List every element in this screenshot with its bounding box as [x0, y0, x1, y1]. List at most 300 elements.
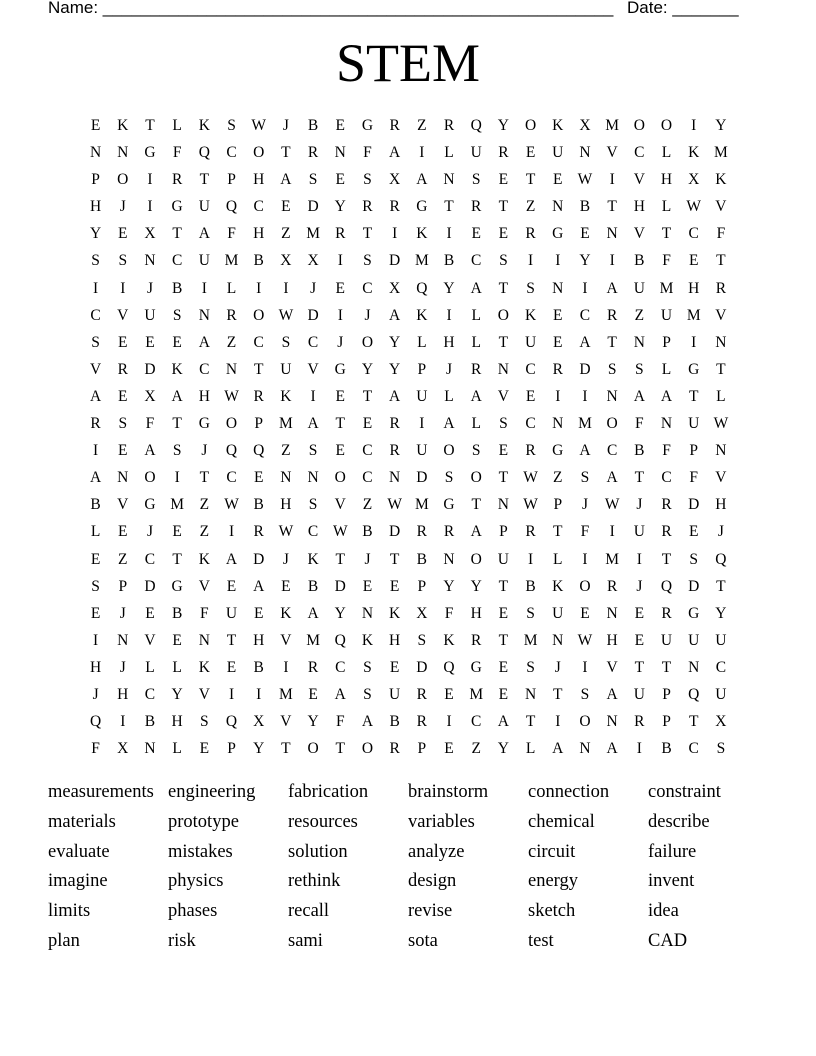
grid-letter: R: [661, 604, 672, 622]
grid-letter: D: [688, 577, 700, 595]
grid-letter: V: [117, 306, 129, 324]
grid-letter: V: [198, 685, 210, 703]
grid-row: [82, 410, 735, 437]
grid-letter: U: [660, 631, 673, 649]
grid-letter: H: [117, 685, 129, 703]
grid-letter: T: [498, 631, 509, 649]
grid-letter: A: [198, 225, 210, 243]
word-bank-item: engineering: [168, 782, 256, 802]
grid-letter: U: [497, 550, 509, 568]
grid-letter: E: [553, 171, 563, 189]
grid-letter: R: [525, 225, 536, 243]
grid-letter: T: [199, 469, 210, 487]
grid-letter: R: [471, 198, 482, 216]
grid-letter: Z: [281, 225, 291, 243]
grid-letter: L: [444, 144, 454, 162]
grid-letter: A: [280, 171, 292, 189]
grid-letter: U: [524, 333, 537, 351]
grid-letter: Z: [553, 469, 563, 487]
grid-letter: Y: [171, 685, 183, 703]
grid-letter: Q: [416, 279, 428, 297]
grid-letter: E: [118, 523, 128, 541]
grid-letter: T: [498, 279, 509, 297]
grid-letter: R: [471, 360, 482, 378]
grid-letter: N: [633, 333, 645, 351]
grid-letter: A: [225, 550, 238, 568]
grid-letter: D: [307, 306, 319, 324]
grid-letter: V: [606, 144, 618, 162]
grid-letter: T: [172, 415, 182, 433]
grid-letter: J: [119, 198, 126, 216]
grid-letter: M: [306, 225, 320, 243]
grid-letter: H: [633, 198, 645, 216]
grid-letter: T: [716, 577, 726, 595]
grid-letter: H: [280, 496, 292, 514]
grid-letter: I: [147, 198, 153, 216]
grid-row: [82, 329, 735, 356]
grid-letter: W: [224, 387, 239, 405]
grid-letter: N: [606, 225, 618, 243]
grid-letter: P: [662, 333, 671, 351]
grid-letter: T: [389, 550, 400, 568]
grid-letter: E: [444, 740, 454, 758]
grid-letter: A: [389, 144, 401, 162]
grid-letter: P: [553, 496, 563, 514]
grid-letter: Y: [334, 604, 346, 622]
grid-letter: S: [363, 685, 372, 703]
grid-letter: N: [497, 360, 509, 378]
grid-letter: G: [552, 225, 564, 243]
grid-letter: E: [444, 685, 454, 703]
grid-letter: P: [118, 577, 128, 595]
grid-row: [82, 708, 735, 735]
grid-letter: A: [606, 469, 618, 487]
grid-letter: E: [172, 631, 182, 649]
grid-letter: N: [117, 144, 129, 162]
grid-letter: T: [661, 225, 672, 243]
grid-letter: W: [577, 631, 593, 649]
grid-letter: E: [172, 333, 182, 351]
grid-letter: M: [523, 631, 538, 649]
grid-row: [82, 573, 735, 600]
grid-letter: R: [661, 523, 672, 541]
grid-letter: H: [688, 279, 700, 297]
grid-letter: O: [443, 442, 455, 460]
grid-letter: L: [444, 387, 454, 405]
grid-letter: P: [227, 171, 236, 189]
grid-letter: E: [498, 658, 509, 676]
word-bank-item: sketch: [528, 901, 576, 922]
grid-letter: U: [633, 279, 645, 297]
grid-letter: Y: [307, 713, 319, 731]
word-bank-item: invent: [648, 871, 695, 892]
grid-letter: I: [609, 523, 615, 541]
grid-letter: I: [283, 279, 289, 297]
grid-letter: E: [145, 333, 155, 351]
grid-letter: A: [307, 604, 319, 622]
grid-letter: Q: [253, 442, 265, 460]
grid-letter: J: [364, 550, 371, 568]
grid-letter: C: [362, 469, 373, 487]
grid-letter: A: [361, 713, 374, 731]
grid-letter: G: [688, 360, 700, 378]
grid-letter: U: [144, 306, 156, 324]
grid-letter: C: [715, 658, 727, 676]
grid-letter: I: [446, 713, 452, 731]
grid-letter: H: [606, 631, 618, 649]
grid-letter: I: [555, 252, 561, 270]
grid-row: [82, 193, 735, 220]
grid-letter: X: [117, 740, 129, 758]
grid-letter: F: [580, 523, 590, 541]
page-title: STEM: [335, 33, 481, 93]
grid-letter: E: [335, 171, 346, 189]
grid-letter: S: [308, 496, 318, 514]
grid-letter: E: [90, 117, 101, 134]
grid-letter: E: [525, 387, 536, 405]
grid-letter: A: [552, 740, 564, 758]
date-field-line: Date: _______: [627, 0, 739, 17]
grid-letter: O: [253, 306, 265, 324]
grid-letter: I: [93, 442, 99, 460]
grid-letter: M: [659, 279, 674, 297]
grid-letter: U: [633, 685, 645, 703]
grid-letter: E: [634, 604, 645, 622]
grid-letter: N: [89, 144, 102, 162]
grid-letter: M: [714, 144, 728, 162]
word-bank-item: design: [408, 871, 457, 892]
grid-letter: T: [335, 740, 346, 758]
grid-letter: O: [307, 740, 319, 758]
grid-letter: E: [498, 685, 509, 703]
grid-letter: J: [717, 523, 724, 541]
grid-letter: T: [498, 469, 509, 487]
grid-letter: V: [497, 387, 509, 405]
grid-letter: G: [144, 144, 156, 162]
grid-letter: Y: [715, 604, 727, 622]
grid-letter: S: [118, 252, 128, 270]
grid-letter: G: [334, 360, 346, 378]
grid-letter: X: [389, 171, 401, 189]
grid-letter: A: [470, 279, 482, 297]
grid-letter: J: [364, 306, 371, 324]
grid-letter: X: [389, 279, 401, 297]
word-bank-item: evaluate: [48, 841, 110, 862]
grid-letter: K: [198, 550, 210, 568]
grid-letter: K: [552, 577, 564, 595]
grid-letter: I: [93, 631, 99, 649]
word-bank-item: connection: [528, 782, 610, 802]
grid-letter: U: [470, 144, 482, 162]
grid-letter: K: [171, 360, 183, 378]
grid-letter: H: [253, 171, 265, 189]
grid-letter: H: [253, 225, 265, 243]
grid-letter: S: [499, 415, 508, 433]
word-bank-item: measurements: [48, 782, 154, 802]
grid-letter: I: [120, 279, 126, 297]
grid-letter: I: [147, 171, 153, 189]
grid-letter: K: [198, 117, 210, 134]
grid-letter: T: [553, 685, 563, 703]
grid-letter: E: [118, 225, 128, 243]
grid-letter: Y: [389, 333, 401, 351]
grid-letter: O: [144, 469, 156, 487]
grid-letter: T: [607, 333, 617, 351]
grid-letter: T: [688, 713, 699, 731]
grid-row: [82, 600, 735, 627]
grid-letter: T: [172, 225, 182, 243]
grid-letter: C: [525, 360, 536, 378]
grid-letter: R: [552, 360, 563, 378]
grid-letter: V: [117, 496, 129, 514]
grid-letter: K: [416, 225, 428, 243]
grid-letter: G: [361, 117, 374, 134]
grid-letter: E: [172, 523, 182, 541]
grid-letter: B: [634, 252, 645, 270]
grid-letter: E: [90, 550, 101, 568]
grid-letter: G: [171, 577, 183, 595]
grid-letter: N: [606, 387, 618, 405]
grid-letter: S: [363, 171, 372, 189]
grid-letter: U: [198, 252, 210, 270]
grid-letter: E: [281, 577, 291, 595]
grid-letter: W: [387, 496, 402, 514]
word-bank-item: physics: [168, 871, 224, 892]
grid-row: [82, 112, 735, 139]
grid-letter: X: [416, 604, 428, 622]
grid-letter: V: [89, 360, 102, 378]
grid-letter: H: [89, 658, 102, 676]
grid-letter: N: [715, 442, 727, 460]
grid-letter: P: [662, 713, 671, 731]
grid-letter: L: [525, 740, 536, 758]
grid-letter: D: [389, 252, 401, 270]
grid-letter: O: [579, 577, 591, 595]
grid-letter: T: [688, 387, 699, 405]
grid-row: [82, 491, 735, 518]
grid-letter: K: [280, 604, 292, 622]
grid-letter: E: [145, 604, 155, 622]
grid-letter: A: [89, 387, 102, 405]
grid-letter: D: [307, 198, 319, 216]
word-bank-item: mistakes: [168, 841, 233, 862]
grid-letter: F: [662, 442, 671, 460]
letter-grid: [82, 112, 735, 762]
grid-letter: M: [414, 496, 429, 514]
grid-letter: I: [228, 523, 235, 541]
grid-letter: B: [362, 523, 373, 541]
grid-letter: V: [280, 713, 292, 731]
grid-letter: E: [688, 252, 699, 270]
grid-letter: T: [199, 171, 210, 189]
grid-letter: F: [444, 604, 454, 622]
grid-letter: J: [446, 360, 453, 378]
grid-letter: E: [335, 442, 346, 460]
grid-letter: S: [499, 252, 508, 270]
grid-letter: N: [579, 144, 591, 162]
grid-letter: R: [335, 225, 346, 243]
grid-letter: K: [307, 550, 319, 568]
grid-letter: T: [281, 144, 291, 162]
grid-letter: R: [634, 713, 645, 731]
grid-letter: E: [634, 631, 645, 649]
grid-letter: I: [228, 685, 235, 703]
grid-letter: O: [497, 306, 509, 324]
grid-letter: A: [334, 685, 346, 703]
grid-letter: W: [604, 496, 620, 514]
grid-letter: T: [362, 225, 373, 243]
grid-letter: K: [198, 658, 210, 676]
grid-letter: M: [279, 415, 293, 433]
grid-letter: T: [281, 740, 291, 758]
grid-letter: C: [144, 685, 156, 703]
grid-letter: A: [633, 387, 645, 405]
word-bank-item: rethink: [288, 871, 341, 892]
grid-letter: J: [554, 658, 561, 676]
grid-letter: M: [279, 685, 293, 703]
grid-letter: E: [580, 604, 590, 622]
grid-letter: P: [254, 415, 264, 433]
grid-letter: S: [580, 469, 590, 487]
grid-letter: N: [334, 144, 346, 162]
grid-letter: T: [253, 360, 264, 378]
grid-letter: B: [253, 252, 264, 270]
grid-letter: S: [281, 333, 291, 351]
grid-letter: E: [253, 469, 264, 487]
grid-letter: X: [579, 117, 591, 134]
grid-letter: T: [498, 577, 509, 595]
grid-letter: J: [636, 496, 643, 514]
grid-letter: X: [280, 252, 292, 270]
grid-letter: B: [579, 198, 591, 216]
grid-row: [82, 627, 735, 654]
grid-letter: R: [389, 740, 400, 758]
word-bank-item: plan: [48, 930, 80, 951]
grid-row: [82, 654, 735, 681]
grid-letter: R: [389, 442, 400, 460]
grid-letter: E: [226, 577, 237, 595]
word-bank-item: revise: [408, 901, 453, 922]
grid-letter: G: [416, 198, 428, 216]
grid-letter: A: [89, 469, 102, 487]
grid-row: [82, 139, 735, 166]
word-bank: [48, 779, 768, 958]
word-bank-item: variables: [408, 811, 475, 832]
grid-letter: C: [226, 469, 237, 487]
grid-letter: T: [335, 415, 346, 433]
grid-letter: A: [579, 333, 591, 351]
grid-letter: U: [389, 685, 401, 703]
grid-letter: J: [119, 604, 126, 622]
grid-letter: H: [443, 333, 455, 351]
grid-letter: M: [686, 306, 701, 324]
grid-letter: S: [172, 306, 182, 324]
grid-letter: E: [226, 658, 237, 676]
grid-letter: M: [170, 496, 185, 514]
grid-letter: N: [117, 631, 129, 649]
grid-letter: Z: [417, 117, 427, 134]
grid-letter: C: [362, 279, 373, 297]
grid-letter: B: [661, 740, 672, 758]
grid-letter: L: [471, 333, 481, 351]
grid-letter: F: [635, 415, 644, 433]
grid-letter: H: [89, 198, 102, 216]
grid-letter: O: [225, 415, 238, 433]
grid-letter: Z: [118, 550, 128, 568]
grid-letter: C: [525, 415, 536, 433]
grid-letter: Y: [497, 740, 509, 758]
grid-letter: R: [443, 117, 455, 134]
grid-letter: N: [552, 415, 564, 433]
grid-letter: Z: [525, 198, 536, 216]
word-bank-item: constraint: [648, 782, 721, 802]
grid-letter: R: [416, 523, 428, 541]
grid-letter: X: [715, 713, 727, 731]
grid-letter: Q: [334, 631, 346, 649]
grid-letter: K: [389, 604, 401, 622]
grid-letter: P: [689, 442, 699, 460]
grid-letter: E: [525, 144, 536, 162]
grid-letter: R: [362, 198, 373, 216]
grid-letter: V: [144, 631, 156, 649]
grid-letter: P: [417, 577, 427, 595]
word-bank-item: recall: [288, 901, 330, 922]
grid-letter: F: [172, 144, 182, 162]
grid-letter: N: [117, 469, 129, 487]
grid-letter: O: [361, 333, 374, 351]
grid-letter: E: [498, 442, 509, 460]
grid-letter: S: [118, 415, 128, 433]
grid-letter: R: [416, 685, 428, 703]
grid-letter: I: [636, 740, 642, 758]
grid-letter: E: [118, 387, 128, 405]
grid-letter: W: [577, 171, 593, 189]
word-bank-item: circuit: [528, 841, 576, 862]
grid-letter: C: [362, 442, 373, 460]
grid-letter: F: [716, 225, 726, 243]
grid-letter: N: [198, 306, 210, 324]
grid-letter: S: [227, 117, 236, 134]
grid-letter: R: [443, 523, 455, 541]
grid-letter: N: [443, 550, 455, 568]
grid-letter: X: [688, 171, 700, 189]
grid-letter: I: [93, 279, 99, 297]
grid-letter: W: [278, 306, 294, 324]
grid-row: [82, 735, 735, 762]
grid-letter: N: [225, 360, 238, 378]
grid-letter: R: [525, 523, 536, 541]
grid-letter: M: [306, 631, 320, 649]
grid-letter: O: [334, 469, 346, 487]
grid-letter: J: [581, 496, 588, 514]
grid-letter: L: [172, 117, 182, 134]
grid-letter: R: [606, 306, 618, 324]
grid-letter: I: [691, 333, 697, 351]
grid-letter: T: [716, 360, 726, 378]
grid-letter: L: [661, 144, 672, 162]
grid-letter: R: [171, 171, 183, 189]
grid-letter: J: [146, 279, 153, 297]
grid-letter: M: [605, 117, 620, 134]
grid-letter: W: [713, 415, 729, 433]
word-bank-item: sami: [288, 930, 323, 951]
grid-letter: Z: [362, 496, 373, 514]
grid-letter: N: [144, 740, 156, 758]
grid-letter: F: [363, 144, 372, 162]
grid-letter: F: [662, 252, 671, 270]
grid-letter: A: [660, 387, 673, 405]
grid-letter: E: [362, 415, 373, 433]
